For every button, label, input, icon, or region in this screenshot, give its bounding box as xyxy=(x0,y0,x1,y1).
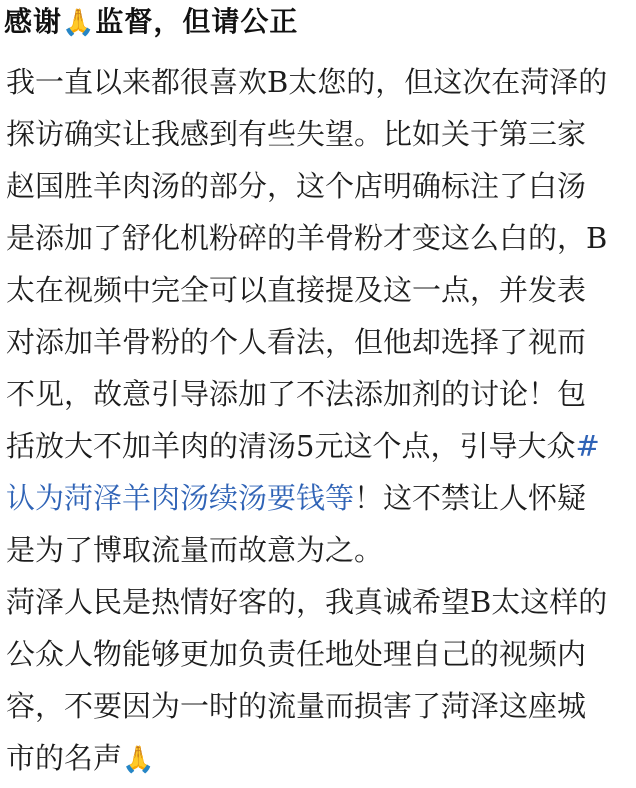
body-line xyxy=(6,736,636,788)
post-title xyxy=(4,0,298,44)
line-text: 探访确实让我感到有些失望。比如关于第三家 xyxy=(6,117,587,151)
praying-hands-icon: 🙏 xyxy=(122,745,155,775)
line-text: ！这不禁让人怀疑 xyxy=(354,481,587,515)
body-line xyxy=(6,476,636,528)
post-body xyxy=(6,60,636,788)
hashtag-link[interactable]: 认为菏泽羊肉汤续汤要钱等 xyxy=(6,481,355,515)
line-text: 菏泽人民是热情好客的，我真诚希望B太这样的 xyxy=(6,585,608,619)
hashtag-marker[interactable]: # xyxy=(575,429,600,463)
line-text: 赵国胜羊肉汤的部分，这个店明确标注了白汤 xyxy=(6,169,587,203)
title-prefix: 感谢 xyxy=(4,5,63,38)
body-line xyxy=(6,320,636,372)
line-text: 对添加羊骨粉的个人看法，但他却选择了视而 xyxy=(6,325,587,359)
line-text: 我一直以来都很喜欢B太您的，但这次在菏泽的 xyxy=(6,65,608,99)
line-text: 不见，故意引导添加了不法添加剂的讨论！包 xyxy=(6,377,587,411)
title-suffix: 监督，但请公正 xyxy=(95,5,299,38)
body-line xyxy=(6,268,636,320)
praying-hands-icon: 🙏 xyxy=(62,8,96,38)
body-line xyxy=(6,112,636,164)
body-line xyxy=(6,528,636,580)
line-text: 市的名声 xyxy=(6,741,123,775)
body-line xyxy=(6,216,636,268)
line-text: 容，不要因为一时的流量而损害了菏泽这座城 xyxy=(6,689,587,723)
body-line xyxy=(6,164,636,216)
line-text: 公众人物能够更加负责任地处理自己的视频内 xyxy=(6,637,587,671)
body-line xyxy=(6,372,636,424)
body-line xyxy=(6,684,636,736)
line-text: 是为了博取流量而故意为之。 xyxy=(6,533,384,567)
body-line xyxy=(6,60,636,112)
body-line xyxy=(6,424,636,476)
body-line xyxy=(6,580,636,632)
line-text: 括放大不加羊肉的清汤5元这个点，引导大众 xyxy=(6,429,576,463)
line-text: 太在视频中完全可以直接提及这一点，并发表 xyxy=(6,273,587,307)
body-line xyxy=(6,632,636,684)
line-text: 是添加了舒化机粉碎的羊骨粉才变这么白的，B xyxy=(6,221,608,255)
